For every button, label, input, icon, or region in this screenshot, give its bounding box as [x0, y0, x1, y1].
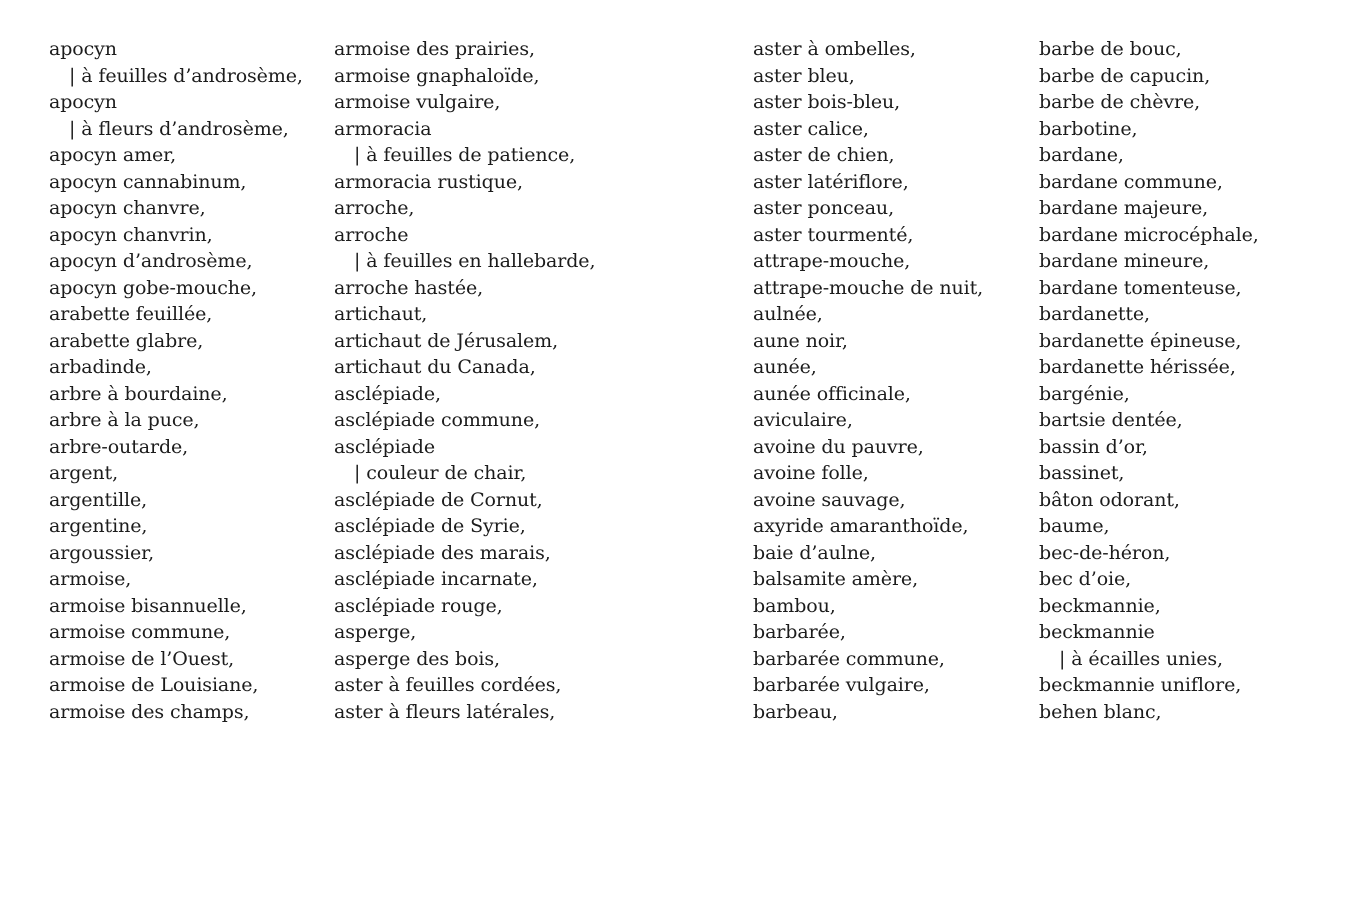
plant-name-entry: beckmannie uniflore,	[1039, 674, 1242, 696]
plant-name-entry: argoussier,	[49, 541, 155, 564]
plant-name-entry: axyride amaranthoïde,	[753, 515, 969, 537]
plant-name-continuation: | à fleurs d’androsème,	[69, 117, 289, 140]
plant-name-entry: aviculaire,	[753, 409, 853, 431]
plant-name-entry: arroche	[334, 223, 409, 246]
plant-name-entry: balsamite amère,	[753, 568, 919, 590]
plant-name-entry: asclépiade incarnate,	[334, 568, 538, 590]
plant-name-entry: armoise des champs,	[49, 700, 250, 723]
plant-name-entry: armoise gnaphaloïde,	[334, 64, 540, 87]
plant-name-entry: beckmannie	[1039, 621, 1155, 643]
left-page-column-1	[49, 36, 303, 725]
plant-name-entry: artichaut de Jérusalem,	[334, 329, 559, 352]
plant-name-entry: armoise bisannuelle,	[49, 594, 247, 617]
plant-name-entry: argent,	[49, 462, 119, 484]
plant-name-entry: barbotine,	[1039, 117, 1138, 140]
plant-name-entry: bargénie,	[1039, 382, 1130, 405]
plant-name-entry: bardane microcéphale,	[1039, 223, 1259, 246]
plant-name-entry: bambou,	[753, 594, 836, 617]
plant-name-entry: arbre à bourdaine,	[49, 382, 228, 405]
plant-name-entry: barbe de chèvre,	[1039, 91, 1201, 113]
plant-name-entry: aster de chien,	[753, 144, 895, 166]
plant-name-entry: apocyn d’androsème,	[49, 250, 253, 272]
plant-name-entry: arroche,	[334, 197, 415, 219]
plant-name-entry: barbarée vulgaire,	[753, 674, 930, 696]
plant-name-entry: arbre-outarde,	[49, 435, 189, 458]
plant-name-entry: attrape-mouche,	[753, 250, 911, 272]
plant-name-entry: armoracia rustique,	[334, 170, 523, 193]
plant-name-entry: armoise des prairies,	[334, 38, 535, 60]
plant-name-entry: aster à feuilles cordées,	[334, 674, 562, 696]
plant-name-entry: artichaut,	[334, 303, 428, 325]
plant-name-continuation: | à écailles unies,	[1059, 647, 1223, 670]
plant-name-entry: barbarée,	[753, 621, 846, 643]
plant-name-entry: aster bleu,	[753, 64, 855, 87]
plant-name-entry: apocyn gobe-mouche,	[49, 276, 257, 299]
plant-name-entry: apocyn	[49, 38, 117, 60]
plant-name-entry: barbeau,	[753, 700, 838, 723]
plant-name-entry: asclépiade,	[334, 382, 441, 405]
right-page-column-1	[753, 36, 983, 725]
plant-name-entry: asperge,	[334, 621, 417, 643]
plant-name-entry: bâton odorant,	[1039, 488, 1180, 511]
plant-name-entry: artichaut du Canada,	[334, 356, 536, 378]
plant-name-entry: apocyn	[49, 91, 117, 113]
plant-name-entry: asclépiade de Cornut,	[334, 488, 543, 511]
plant-name-entry: armoise vulgaire,	[334, 91, 501, 113]
plant-name-entry: arbadinde,	[49, 356, 152, 378]
plant-name-entry: beckmannie,	[1039, 594, 1161, 617]
left-page-column-2	[334, 36, 595, 725]
plant-name-entry: aster à ombelles,	[753, 38, 916, 60]
plant-name-entry: bardane mineure,	[1039, 250, 1210, 272]
plant-name-entry: argentille,	[49, 488, 148, 511]
plant-name-entry: baie d’aulne,	[753, 541, 876, 564]
plant-name-continuation: | couleur de chair,	[354, 462, 527, 484]
plant-name-entry: argentine,	[49, 515, 148, 537]
plant-name-entry: aster ponceau,	[753, 197, 895, 219]
plant-name-entry: asclépiade des marais,	[334, 541, 551, 564]
plant-name-entry: baume,	[1039, 515, 1110, 537]
plant-name-entry: aster à fleurs latérales,	[334, 700, 556, 723]
plant-name-entry: attrape-mouche de nuit,	[753, 276, 984, 299]
plant-name-entry: avoine du pauvre,	[753, 435, 924, 458]
plant-name-entry: aster tourmenté,	[753, 223, 914, 246]
plant-name-entry: arbre à la puce,	[49, 409, 200, 431]
plant-name-entry: arroche hastée,	[334, 276, 484, 299]
plant-name-entry: bassin d’or,	[1039, 435, 1148, 458]
plant-name-entry: aster bois-bleu,	[753, 91, 901, 113]
plant-name-entry: bardanette épineuse,	[1039, 329, 1242, 352]
plant-name-entry: asclépiade de Syrie,	[334, 515, 526, 537]
plant-name-entry: arabette glabre,	[49, 329, 204, 352]
plant-name-entry: bardane commune,	[1039, 170, 1223, 193]
plant-name-entry: bassinet,	[1039, 462, 1125, 484]
plant-name-entry: avoine sauvage,	[753, 488, 906, 511]
plant-name-continuation: | à feuilles d’androsème,	[69, 64, 303, 87]
plant-name-entry: armoise de l’Ouest,	[49, 647, 235, 670]
plant-name-entry: aunée officinale,	[753, 382, 911, 405]
plant-name-entry: asclépiade rouge,	[334, 594, 503, 617]
plant-name-entry: asclépiade	[334, 435, 436, 458]
plant-name-entry: barbe de capucin,	[1039, 64, 1211, 87]
plant-name-entry: asperge des bois,	[334, 647, 500, 670]
plant-name-entry: bardane tomenteuse,	[1039, 276, 1242, 299]
plant-name-entry: bec d’oie,	[1039, 568, 1132, 590]
plant-name-entry: asclépiade commune,	[334, 409, 541, 431]
plant-name-entry: aulnée,	[753, 303, 823, 325]
plant-name-entry: bartsie dentée,	[1039, 409, 1183, 431]
plant-name-entry: apocyn chanvre,	[49, 197, 206, 219]
right-page-column-2	[1039, 36, 1259, 725]
plant-name-entry: barbarée commune,	[753, 647, 945, 670]
plant-name-entry: bardane,	[1039, 144, 1124, 166]
plant-name-entry: avoine folle,	[753, 462, 869, 484]
plant-name-entry: aster calice,	[753, 117, 869, 140]
plant-name-entry: apocyn chanvrin,	[49, 223, 213, 246]
plant-name-entry: aune noir,	[753, 329, 848, 352]
plant-name-entry: aunée,	[753, 356, 817, 378]
plant-name-entry: barbe de bouc,	[1039, 38, 1182, 60]
plant-name-entry: behen blanc,	[1039, 700, 1162, 723]
plant-name-entry: arabette feuillée,	[49, 303, 213, 325]
plant-name-entry: bec-de-héron,	[1039, 541, 1171, 564]
plant-name-entry: bardanette,	[1039, 303, 1150, 325]
plant-name-entry: armoise commune,	[49, 621, 231, 643]
plant-name-entry: bardane majeure,	[1039, 197, 1209, 219]
plant-name-entry: aster latériflore,	[753, 170, 909, 193]
plant-name-entry: bardanette hérissée,	[1039, 356, 1236, 378]
plant-name-entry: armoise,	[49, 568, 132, 590]
plant-name-entry: apocyn cannabinum,	[49, 170, 247, 193]
plant-name-entry: armoracia	[334, 117, 432, 140]
plant-name-continuation: | à feuilles en hallebarde,	[354, 250, 596, 272]
plant-name-entry: armoise de Louisiane,	[49, 674, 259, 696]
plant-name-entry: apocyn amer,	[49, 144, 177, 166]
plant-name-continuation: | à feuilles de patience,	[354, 144, 576, 166]
